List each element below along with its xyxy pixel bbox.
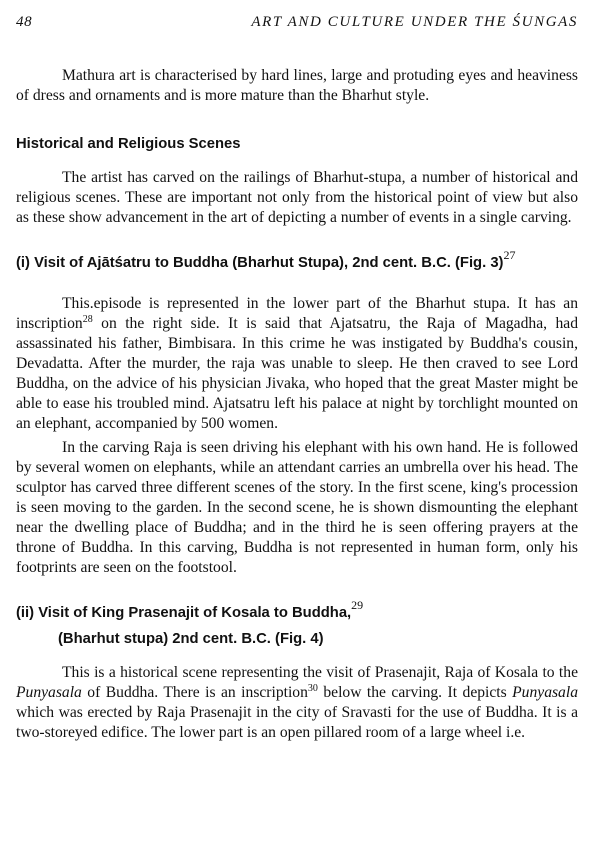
prasenajit-paragraph — [16, 663, 578, 743]
subsection-heading-text: (i) Visit of Ajātśatru to Buddha (Bharhut Stupa), 2nd cent. B.C. (Fig. 3) — [16, 255, 504, 271]
paragraph-text: which was erected by Raja Prasenajit in the city of Sravasti for the use of Buddha. It is a two-storeyed edifice. The lower part is an open pillared room of a large wheel i.e. — [16, 704, 578, 741]
section-heading-historical-religious: Historical and Religious Scenes — [16, 136, 241, 152]
running-header — [16, 14, 578, 31]
italic-term: Punyasala — [16, 684, 82, 701]
footnote-ref-29: 29 — [351, 598, 364, 612]
paragraph-text: of Buddha. There is an inscription — [81, 684, 308, 701]
italic-term: Punyasala — [512, 684, 578, 701]
footnote-ref-30: 30 — [307, 683, 318, 694]
subsection-heading-line-1: (ii) Visit of King Prasenajit of Kosala to Buddha, — [16, 605, 352, 621]
subsection-heading-line-2: (Bharhut stupa) 2nd cent. B.C. (Fig. 4) — [58, 631, 324, 647]
paragraph-text: This.episode is represented in the lower part of the Bharhut stupa. It has an inscription — [16, 295, 578, 332]
paragraph-text: on the right side. It is said that Ajatsatru, the Raja of Magadha, had assassinated his father, Bimbisara. In this crime he was instigated by Buddha's cousin, Devadatta. After the murder, the raja was unable to sleep. He then craved to see Lord Buddha, on the advice of his physician Jivaka, who hoped that the great Master might be able to ease his troubled mind. Ajatsatru left his palace at night by torchlight mounted on an elephant, accompanied by 500 women. — [16, 315, 578, 432]
subsection-heading-ajatsatru — [16, 248, 578, 274]
footnote-ref-28: 28 — [82, 314, 93, 325]
ajatsatru-paragraph-1 — [16, 294, 578, 434]
section-paragraph: The artist has carved on the railings of Bharhut-stupa, a number of historical and religious scenes. These are important not only from the historical point of view but also as these show advancement in the art of depicting a number of events in a single carving. — [16, 169, 578, 226]
footnote-ref-27: 27 — [503, 248, 516, 262]
page-number: 48 — [16, 14, 33, 30]
paragraph-text: This is a historical scene representing the visit of Prasenajit, Raja of Kosala to the — [62, 664, 578, 681]
paragraph-text: below the carving. It depicts — [317, 684, 513, 701]
subsection-heading-prasenajit — [16, 600, 578, 652]
intro-paragraph: Mathura art is characterised by hard lines, large and protuding eyes and heaviness of dress and ornaments and is more mature than the Bharhut style. — [16, 67, 578, 104]
ajatsatru-paragraph-2: In the carving Raja is seen driving his elephant with his own hand. He is followed by several women on elephants, while an attendant carries an umbrella over his head. The sculptor has carved three different scenes of the story. In the first scene, king's procession is seen moving to the garden. In the second scene, he is shown dismounting the elephant near the dwelling place of Buddha; and in the third he is seen offering prayers at the throne of Buddha. In this carving, Buddha is not represented in human form, only his footprints are seen on the footstool. — [16, 439, 578, 576]
running-title: ART AND CULTURE UNDER THE ŚUNGAS — [251, 14, 578, 30]
